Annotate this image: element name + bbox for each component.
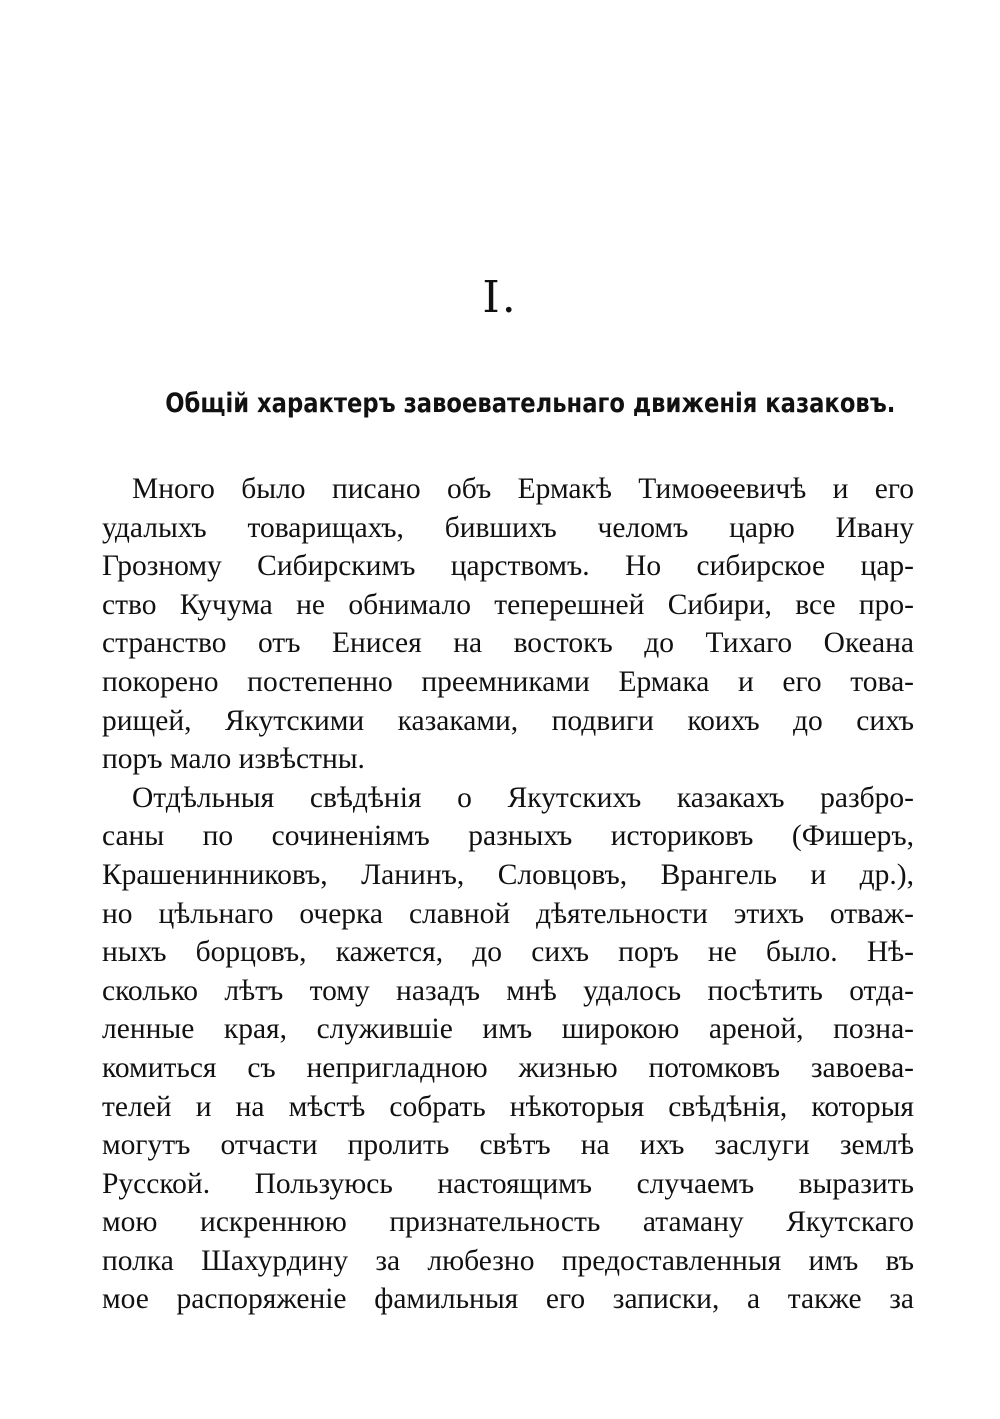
text-line: могутъ отчасти пролить свѣтъ на ихъ заслуги землѣ xyxy=(102,1129,914,1162)
paragraph-1 xyxy=(102,470,914,779)
text-line: странство отъ Енисея на востокъ до Тихаго Океана xyxy=(102,627,914,660)
text-line: но цѣльнаго очерка славной дѣятельности этихъ отваж- xyxy=(102,897,914,930)
text-line: ныхъ борцовъ, кажется, до сихъ поръ не было. Нѣ- xyxy=(102,936,914,969)
text-line: сколько лѣтъ тому назадъ мнѣ удалось посѣтить отда- xyxy=(102,974,914,1007)
text-line: телей и на мѣстѣ собрать нѣкоторыя свѣдѣнія, которыя xyxy=(102,1090,914,1123)
chapter-number: I. xyxy=(482,272,518,323)
paragraph-2 xyxy=(102,779,914,1319)
chapter-title: Общій характеръ завоевательнаго движенія казаковъ. xyxy=(165,388,896,419)
text-line: рищей, Якутскими казаками, подвиги коихъ до сихъ xyxy=(102,704,914,737)
text-line: Много было писано объ Ермакѣ Тимоѳеевичѣ и его xyxy=(132,473,914,505)
text-line: мое распоряженіе фамильныя его записки, а также за xyxy=(102,1283,914,1316)
text-line: поръ мало извѣстны. xyxy=(102,743,365,776)
text-line: Крашенинниковъ, Ланинъ, Словцовъ, Врангель и др.), xyxy=(102,858,914,891)
text-line: полка Шахурдину за любезно предоставленныя имъ въ xyxy=(102,1244,914,1277)
text-line: мою искреннюю признательность атаману Якутскаго xyxy=(102,1206,914,1239)
text-line: удалыхъ товарищахъ, бившихъ челомъ царю Ивану xyxy=(102,511,914,544)
text-line: ство Кучума не обнимало теперешней Сибири, все про- xyxy=(102,588,914,621)
text-line: Отдѣльныя свѣдѣнія о Якутскихъ казакахъ разбро- xyxy=(132,781,914,814)
text-line: комиться съ непригладною жизнью потомковъ завоева- xyxy=(102,1051,914,1084)
text-line: саны по сочиненіямъ разныхъ историковъ (Фишеръ, xyxy=(102,820,914,853)
chapter-body xyxy=(102,470,914,1319)
text-line: Грозному Сибирскимъ царствомъ. Но сибирское цар- xyxy=(102,550,914,583)
text-line: ленные края, служившіе имъ широкою ареной, позна- xyxy=(102,1013,914,1046)
text-line: Русской. Пользуюсь настоящимъ случаемъ выразить xyxy=(102,1167,914,1200)
text-line: покорено постепенно преемниками Ермака и его това- xyxy=(102,665,914,698)
